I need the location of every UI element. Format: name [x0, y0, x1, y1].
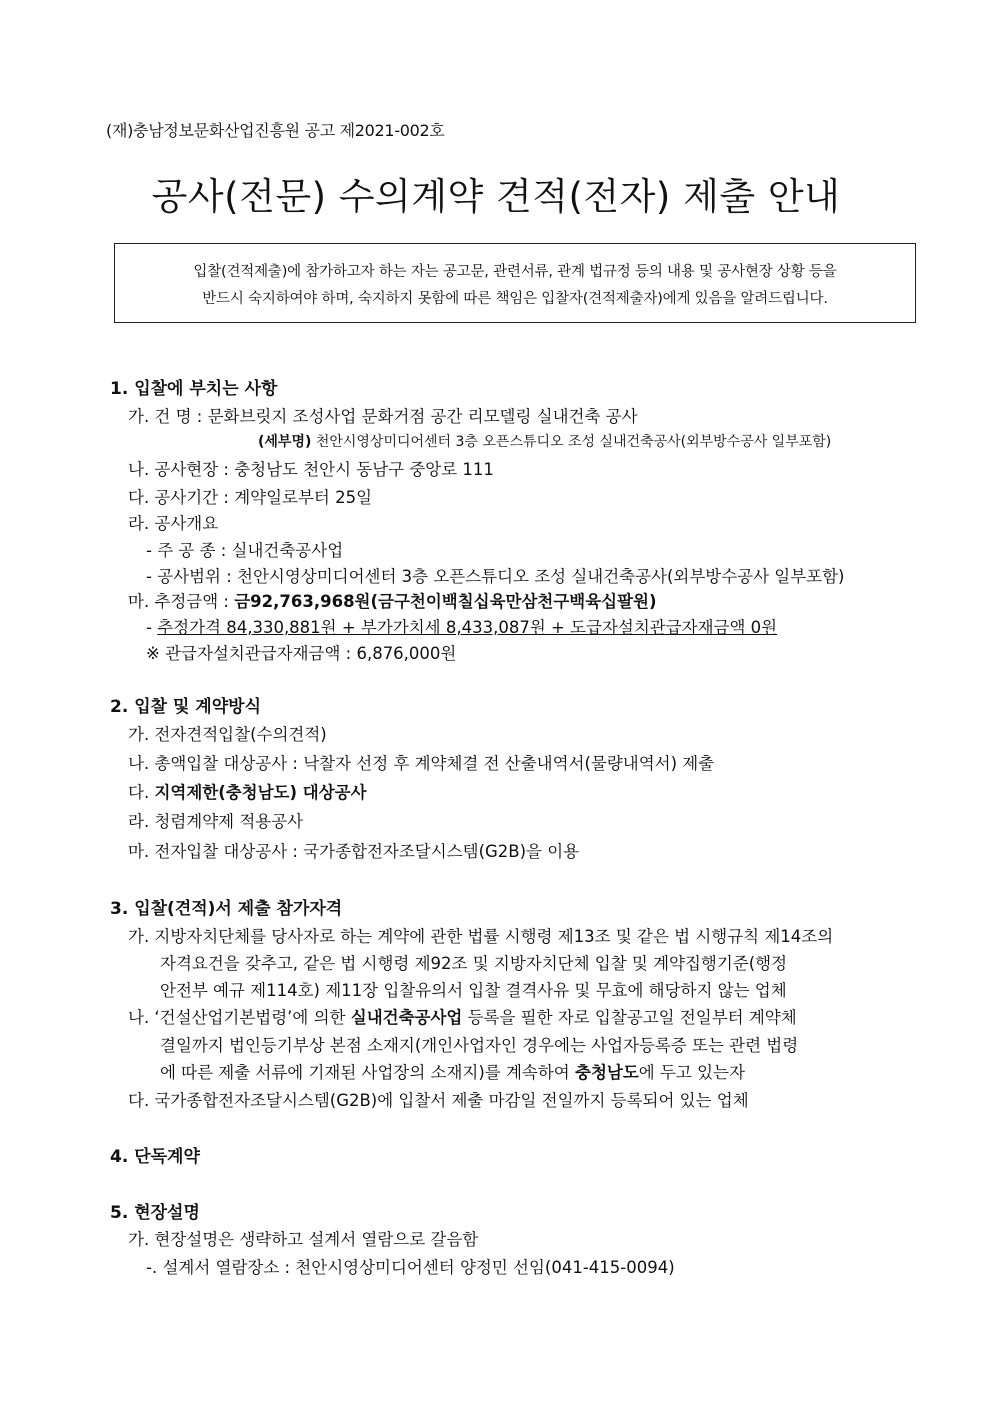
method-item-5: 마. 전자입찰 대상공사 : 국가종합전자조달시스템(G2B)을 이용: [128, 842, 580, 861]
qualification-a-line-1: 가. 지방자치단체를 당사자로 하는 계약에 관한 법률 시행령 제13조 및 같은 법 시행규칙 제14조의: [128, 927, 834, 946]
item3-text: 지역제한(충청남도) 대상공사: [154, 783, 367, 802]
method-item-1: 가. 전자견적입찰(수의견적): [128, 725, 327, 744]
item3-prefix: 다.: [128, 783, 155, 802]
method-item-4: 라. 청렴계약제 적용공사: [128, 812, 304, 831]
project-overview: 라. 공사개요: [128, 514, 219, 533]
government-material: ※ 관급자설치관급자재금액 : 6,876,000원: [146, 644, 457, 663]
site-briefing-item-2: -. 설계서 열람장소 : 천안시영상미디어센터 양정민 선임(041-415-0094): [146, 1258, 675, 1277]
work-scope: - 공사범위 : 천안시영상미디어센터 3층 오픈스튜디오 조성 실내건축공사(외부방수공사 일부포함): [146, 567, 845, 586]
method-item-3: [128, 779, 367, 803]
intro-line-1: 입찰(견적제출)에 참가하고자 하는 자는 공고문, 관련서류, 관계 법규정 등의 내용 및 공사현장 상황 등을: [193, 264, 837, 280]
section2-heading: 2. 입찰 및 계약방식: [110, 697, 261, 717]
b1-pre: 나. ‘건설산업기본법령’에 의한: [128, 1008, 351, 1027]
qualification-b-line-1: [128, 1004, 797, 1028]
qualification-a-line-3: 안전부 예규 제114호) 제11장 입찰유의서 입찰 결격사유 및 무효에 해당하지 않는 업체: [160, 981, 787, 1000]
page-title: 공사(전문) 수의계약 견적(전자) 제출 안내: [151, 175, 841, 218]
detail-text: 천안시영상미디어센터 3층 오픈스튜디오 조성 실내건축공사(외부방수공사 일부포함): [311, 434, 832, 450]
qualification-c: 다. 국가종합전자조달시스템(G2B)에 입찰서 제출 마감일 전일까지 등록되어 있는 업체: [128, 1091, 749, 1110]
section4-heading: 4. 단독계약: [110, 1147, 200, 1167]
amount-breakdown: [146, 614, 777, 638]
work-type: - 주 공 종 : 실내건축공사업: [146, 541, 344, 560]
site-briefing-item-1: 가. 현장설명은 생략하고 설계서 열람으로 갈음함: [128, 1230, 479, 1249]
method-item-2: 나. 총액입찰 대상공사 : 낙찰자 선정 후 계약체결 전 산출내역서(물량내역서) 제출: [128, 754, 715, 773]
b3-pre: 에 따른 제출 서류에 기재된 사업장의 소재지)를 계속하여: [160, 1063, 575, 1082]
qualification-b-line-2: 결일까지 법인등기부상 본점 소재지(개인사업자인 경우에는 사업자등록증 또는 관련 법령: [160, 1036, 799, 1055]
estimated-amount: [128, 588, 657, 612]
b1-bold: 실내건축공사업: [350, 1008, 463, 1027]
b3-bold: 충청남도: [575, 1063, 639, 1082]
project-detail: [258, 431, 831, 451]
detail-label: (세부명): [258, 434, 312, 450]
section5-heading: 5. 현장설명: [110, 1203, 200, 1223]
qualification-a-line-2: 자격요건을 갖추고, 같은 법 시행령 제92조 및 지방자치단체 입찰 및 계약집행기준(행정: [160, 954, 788, 973]
project-name: 가. 건 명 : 문화브릿지 조성사업 문화거점 공간 리모델링 실내건축 공사: [128, 407, 638, 426]
b1-post: 등록을 필한 자로 입찰공고일 전일부터 계약체: [462, 1008, 797, 1027]
amount-label: 마. 추정금액 :: [128, 592, 235, 611]
b3-post: 에 두고 있는자: [638, 1063, 745, 1082]
breakdown-text: 추정가격 84,330,881원 + 부가가치세 8,433,087원 + 도급자설치관급자재금액 0원: [157, 618, 778, 637]
project-site: 나. 공사현장 : 충청남도 천안시 동남구 중앙로 111: [128, 460, 494, 479]
section1-heading: 1. 입찰에 부치는 사항: [110, 379, 278, 399]
qualification-b-line-3: [160, 1059, 745, 1083]
section3-heading: 3. 입찰(견적)서 제출 참가자격: [110, 899, 343, 919]
amount-value: 금92,763,968원(금구천이백칠십육만삼천구백육십팔원): [234, 592, 657, 611]
intro-box: [114, 243, 916, 323]
project-period: 다. 공사기간 : 계약일로부터 25일: [128, 488, 373, 507]
notice-number: (재)충남정보문화산업진흥원 공고 제2021-002호: [106, 121, 445, 140]
intro-line-2: 반드시 숙지하여야 하며, 숙지하지 못함에 따른 책임은 입찰자(견적제출자)에게 있음을 알려드립니다.: [202, 291, 828, 307]
breakdown-prefix: -: [146, 618, 158, 637]
